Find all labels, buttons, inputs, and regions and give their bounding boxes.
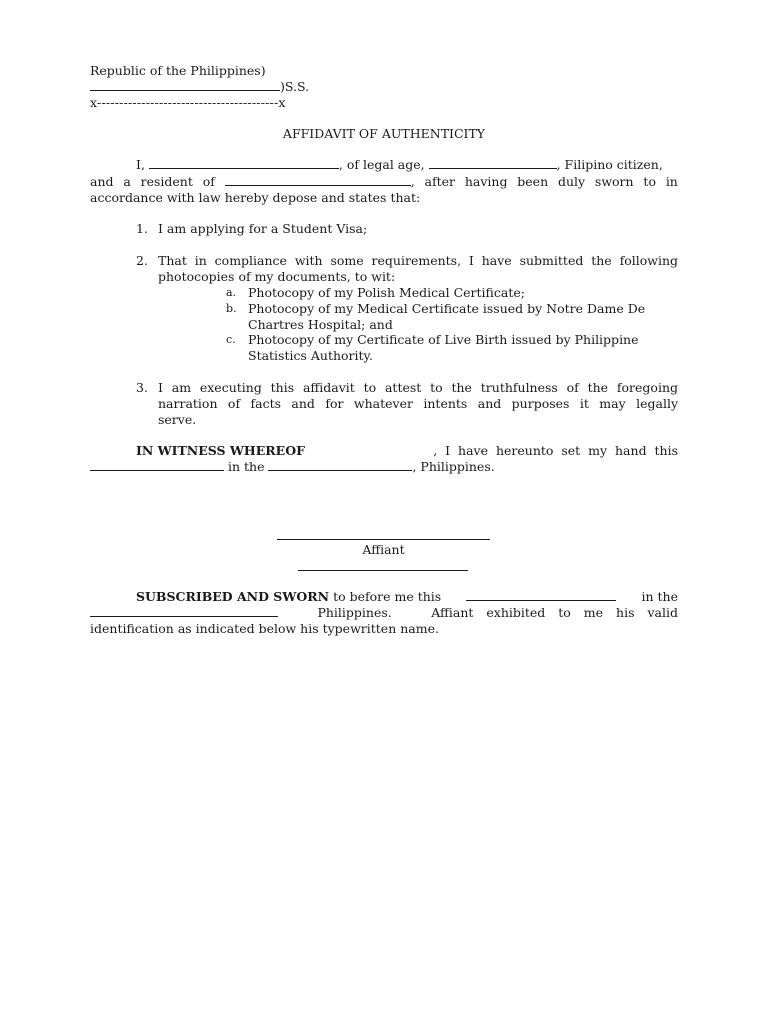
witness-text: , I have hereunto set my hand this [433, 443, 678, 458]
affiant-name-blank[interactable] [149, 157, 339, 169]
subscribed-date-blank[interactable] [466, 589, 616, 601]
witness-philippines: , Philippines. [412, 459, 495, 474]
word-and: and [90, 174, 114, 189]
word-of: of [202, 174, 215, 189]
item-2-line-1: That in compliance with some requirements, I have submitted the following [158, 253, 678, 268]
comma: , [410, 174, 415, 189]
item-1-text: I am applying for a Student Visa; [158, 221, 368, 236]
title-text: AFFIDAVIT OF AUTHENTICITY [282, 126, 486, 141]
subitem-c-line-2: Statistics Authority. [248, 348, 373, 363]
intro-filipino: , Filipino citizen, [556, 157, 663, 172]
subscribed-exhibited: Affiant exhibited to me his valid [431, 605, 678, 620]
intro-line-2 [90, 174, 678, 190]
subscribed-line-1 [136, 589, 678, 605]
intro-i: I, [136, 157, 145, 172]
subitem-a-letter: a. [226, 286, 237, 299]
x-right: x [278, 95, 286, 110]
republic-line: Republic of the Philippines) [90, 63, 266, 78]
word-duly: duly [557, 174, 586, 189]
intro-line-1 [136, 157, 663, 173]
word-sworn: sworn [594, 174, 634, 189]
venue-blank[interactable] [90, 79, 280, 91]
subitem-b-line-2: Chartres Hospital; and [248, 317, 393, 332]
word-to: to [643, 174, 656, 189]
item-1-number: 1. [136, 221, 148, 236]
item-3-line-3: serve. [158, 412, 197, 427]
word-resident: resident [140, 174, 193, 189]
affiant-label [277, 542, 490, 558]
item-2-number: 2. [136, 253, 148, 268]
subitem-c-letter: c. [226, 333, 236, 346]
witness-line-2 [90, 459, 495, 475]
subscribed-in-the: in the [641, 589, 678, 604]
word-in: in [665, 174, 678, 189]
affiant-name-line[interactable] [298, 570, 468, 571]
item-3-line-1: I am executing this affidavit to attest to the truthfulness of the foregoing [158, 380, 678, 395]
ss-line [90, 79, 309, 95]
x-left: x [90, 95, 98, 110]
witness-place-blank[interactable] [268, 459, 412, 471]
residence-blank[interactable] [225, 174, 411, 186]
subscribed-philippines: Philippines. [317, 605, 392, 620]
subscribed-text: to before me this [333, 589, 442, 604]
subscribed-line-2 [90, 605, 678, 621]
subscribed-line-3: identification as indicated below his typewritten name. [90, 621, 439, 636]
word-having: having [464, 174, 508, 189]
item-3-number: 3. [136, 380, 148, 395]
affiant-text: Affiant [362, 542, 405, 557]
item-2-line-2: photocopies of my documents, to wit: [158, 269, 396, 284]
subitem-a-text: Photocopy of my Polish Medical Certificate; [248, 285, 525, 300]
intro-line-3: accordance with law hereby depose and states that: [90, 190, 421, 205]
x-divider [90, 95, 286, 111]
document-title [0, 126, 768, 142]
dash-line: ----------------------------------------- [97, 95, 279, 110]
word-a: a [123, 174, 131, 189]
witness-line-1 [136, 443, 678, 459]
subitem-c-line-1: Photocopy of my Certificate of Live Birth issued by Philippine [248, 332, 639, 347]
subscribed-heading: SUBSCRIBED AND SWORN [136, 589, 330, 604]
subscribed-place-blank[interactable] [90, 605, 278, 617]
intro-legal-age: , of legal age, [338, 157, 425, 172]
word-after: after [424, 174, 455, 189]
word-been: been [517, 174, 549, 189]
ss-label: )S.S. [280, 79, 310, 94]
signature-line[interactable] [277, 539, 490, 540]
witness-heading: IN WITNESS WHEREOF [136, 443, 305, 458]
witness-in-the: in the [227, 459, 265, 474]
item-3-line-2: narration of facts and for whatever intents and purposes it may legally [158, 396, 678, 411]
age-blank[interactable] [429, 157, 557, 169]
subitem-b-line-1: Photocopy of my Medical Certificate issued by Notre Dame De [248, 301, 646, 316]
subitem-b-letter: b. [226, 302, 237, 315]
witness-date-blank[interactable] [90, 459, 224, 471]
